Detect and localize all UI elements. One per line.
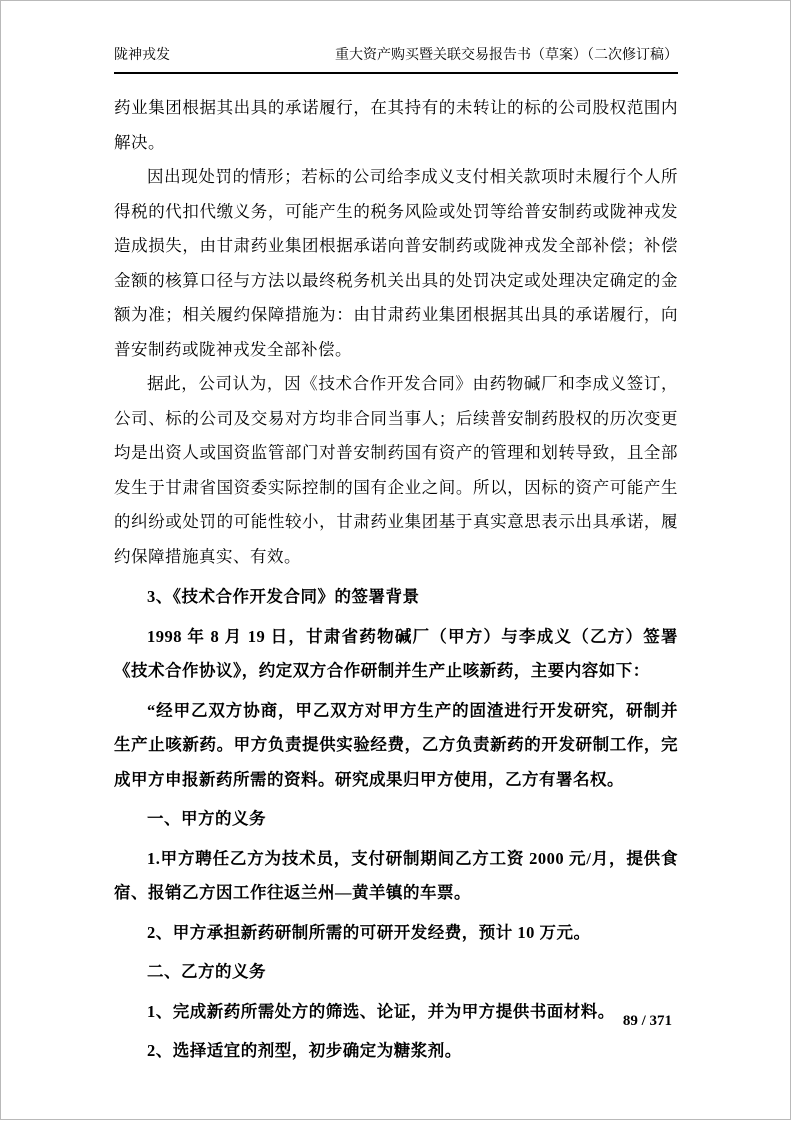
paragraph: 1998 年 8 月 19 日，甘肃省药物碱厂（甲方）与李成义（乙方）签署《技术合作协议》，约定双方合作研制并生产止咳新药，主要内容如下： [114, 626, 678, 680]
list-item: 2、甲方承担新药研制所需的可研开发经费，预计 10 万元。 [147, 922, 591, 942]
page-number: 89 / 371 [622, 1013, 672, 1029]
header-left-title: 陇神戎发 [114, 48, 170, 63]
paragraph: 因出现处罚的情形；若标的公司给李成义支付相关款项时未履行个人所得税的代扣代缴义务，可能产生的税务风险或处罚等给普安制药或陇神戎发造成损失，由甘肃药业集团根据承诺向普安制药或陇神戎发全部补偿；补偿金额的核算口径与方法以最终税务机关出具的处罚决定或处理决定确定的金额为准；相关履约保障措施为：由甘肃药业集团根据其出具的承诺履行，向普安制药或陇神戎发全部补偿。 [114, 167, 678, 359]
list-item: 2、选择适宜的剂型，初步确定为糖浆剂。 [147, 1041, 462, 1060]
paragraph: 据此，公司认为，因《技术合作开发合同》由药物碱厂和李成义签订，公司、标的公司及交易对方均非合同当事人；后续普安制药股权的历次变更均是出资人或国资监管部门对普安制药国有资产的管理和划转导致，且全部发生于甘肃省国资委实际控制的国有企业之间。所以，因标的资产可能产生的纠纷或处罚的可能性较小，甘肃药业集团基于真实意思表示出具承诺，履约保障措施真实、有效。 [114, 374, 678, 566]
list-heading: 一、甲方的义务 [147, 809, 266, 828]
list-item: 1.甲方聘任乙方为技术员，支付研制期间乙方工资 2000 元/月，提供食宿、报销乙方因工作往返兰州—黄羊镇的车票。 [114, 848, 678, 902]
paragraph: “经甲乙双方协商，甲乙双方对甲方生产的固渣进行开发研究，研制并生产止咳新药。甲方负责提供实验经费，乙方负责新药的开发研制工作，完成甲方申报新药所需的资料。研究成果归甲方使用，乙方有署名权。 [114, 700, 678, 789]
header-right-title: 重大资产购买暨关联交易报告书（草案）（二次修订稿） [335, 48, 678, 63]
document-body [114, 91, 678, 1069]
list-heading: 二、乙方的义务 [147, 962, 266, 981]
paragraph: 药业集团根据其出具的承诺履行，在其持有的未转让的标的公司股权范围内解决。 [114, 98, 678, 152]
section-heading: 3、《技术合作开发合同》的签署背景 [147, 587, 420, 606]
page-header [114, 47, 678, 74]
list-item: 1、完成新药所需处方的筛选、论证，并为甲方提供书面材料。 [147, 1001, 615, 1021]
